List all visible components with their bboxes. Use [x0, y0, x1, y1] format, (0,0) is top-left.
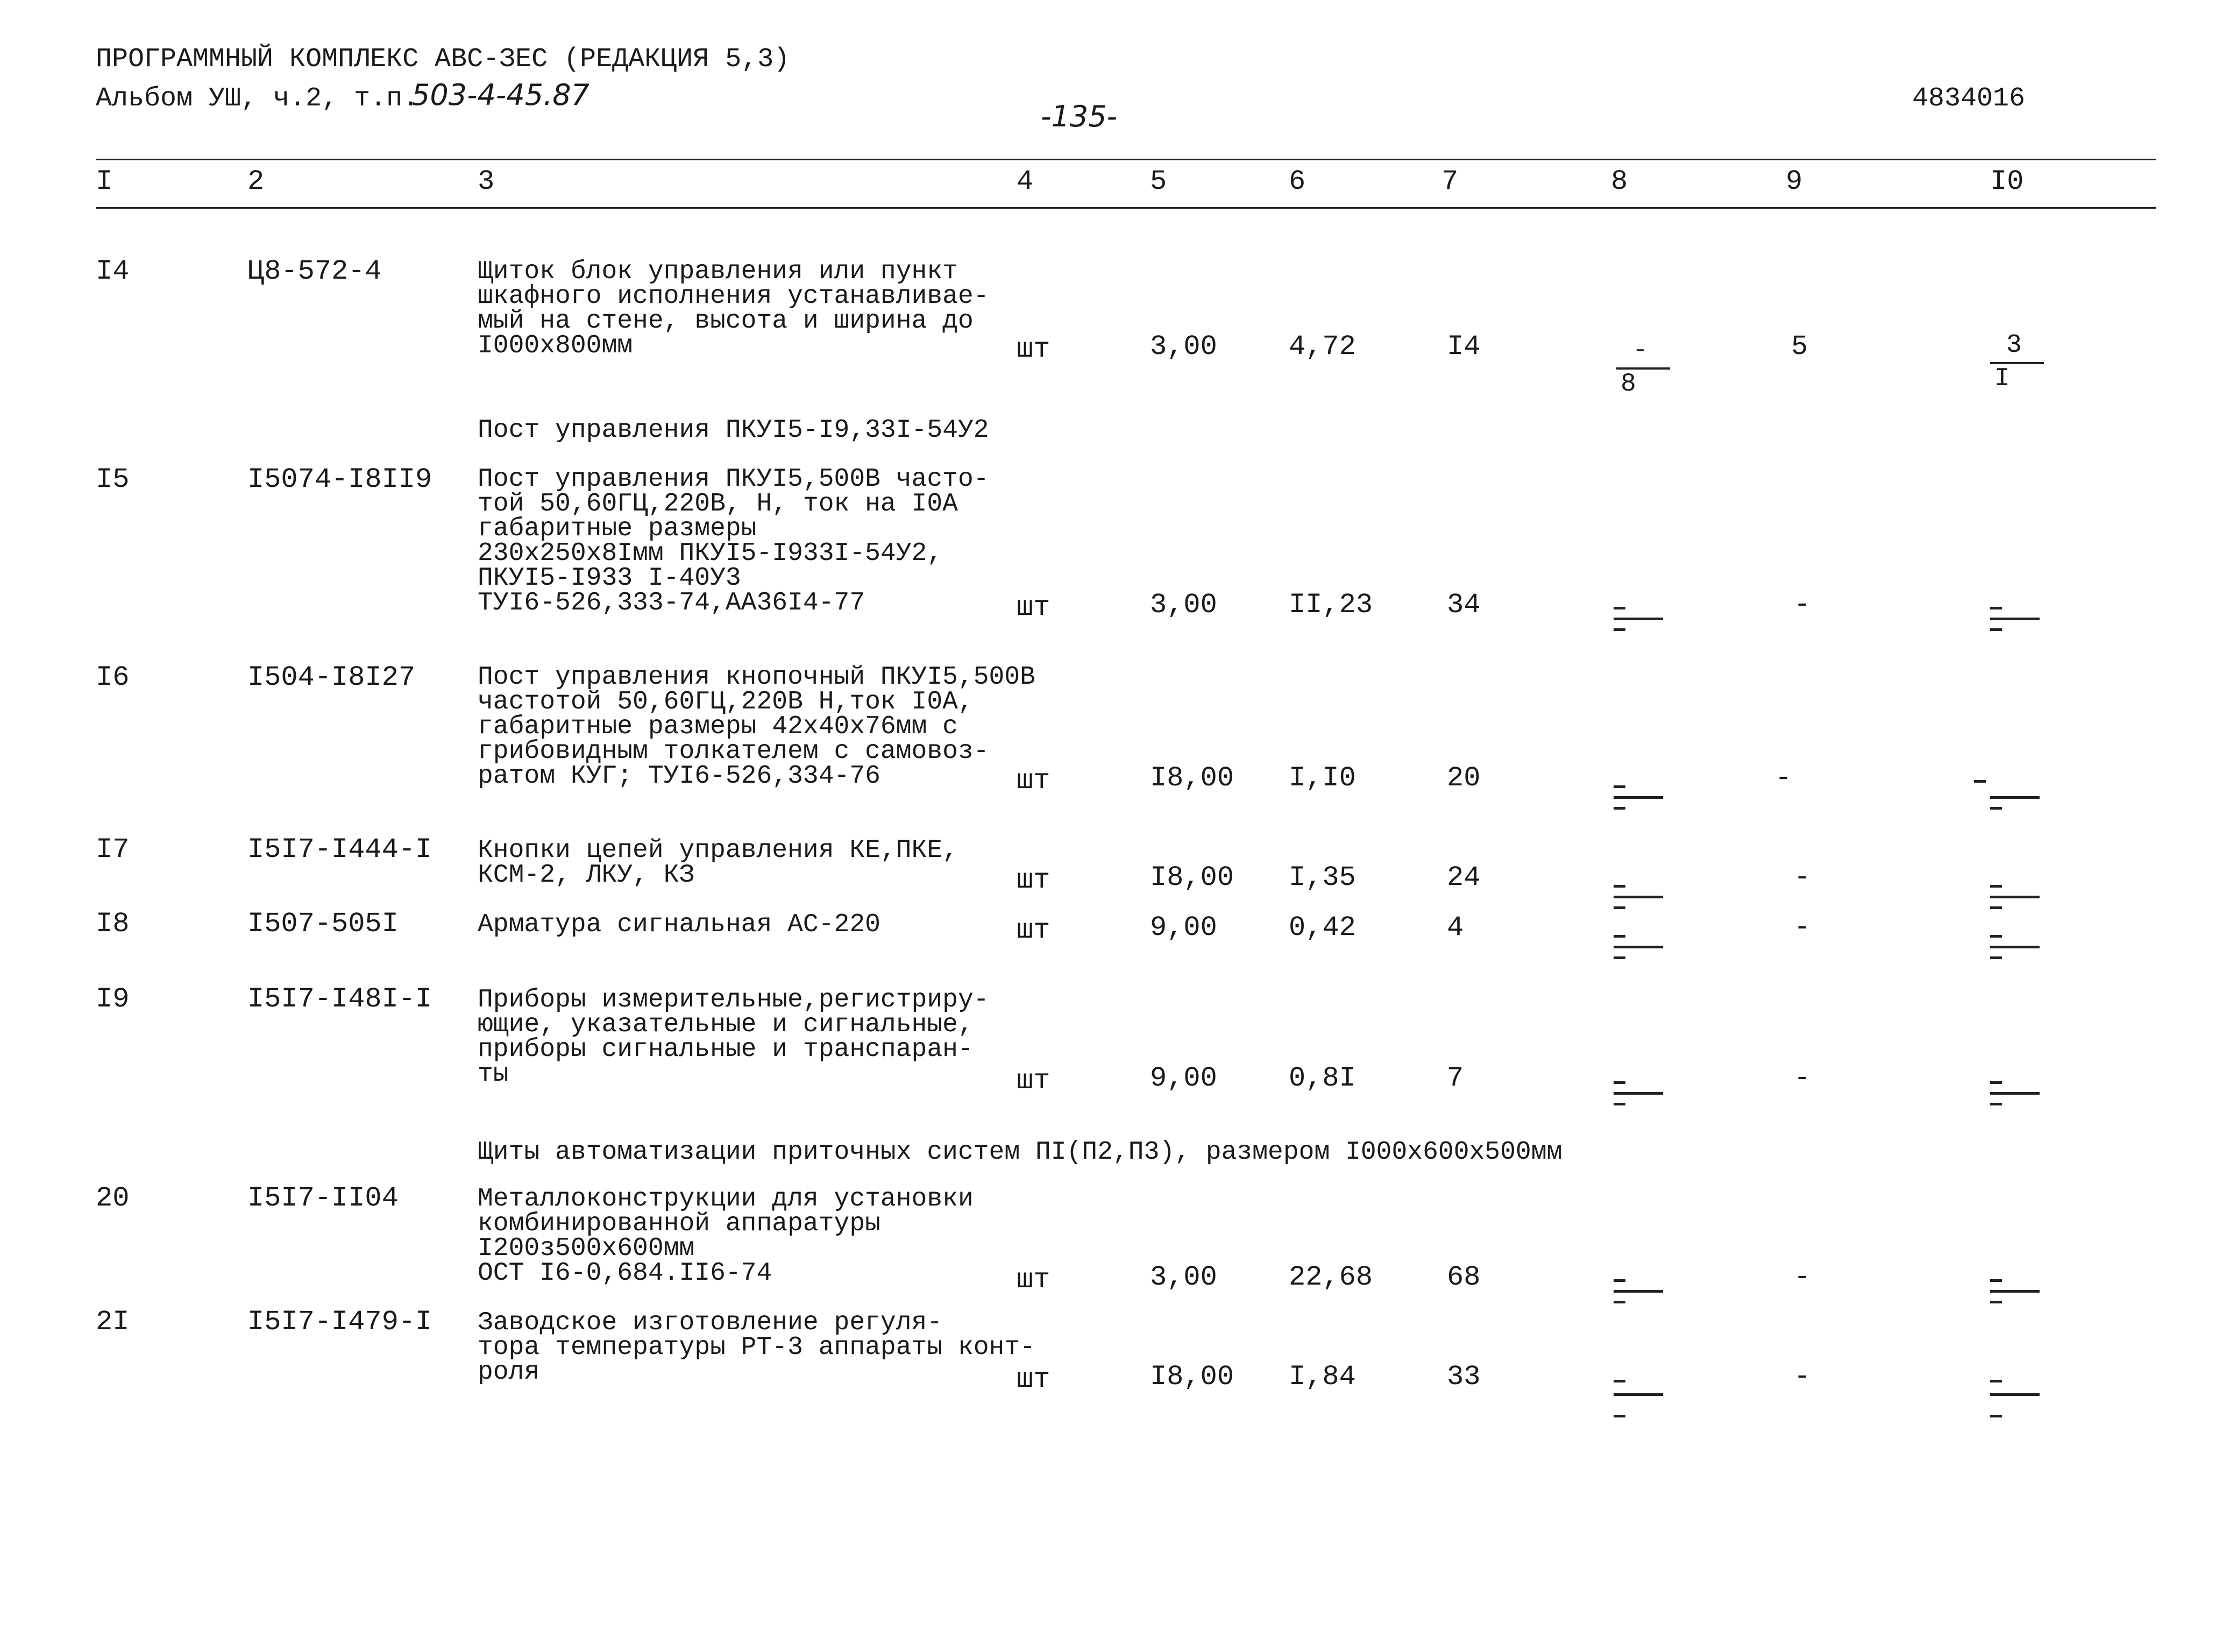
value-col7: 4 [1447, 912, 1464, 944]
value-col7: 7 [1447, 1062, 1464, 1094]
fraction-col8: - 8 [1616, 336, 1670, 395]
item-code: I5074-I8II9 [247, 464, 432, 495]
value-col7: 34 [1447, 589, 1481, 621]
qty-col5: I8,00 [1150, 862, 1234, 894]
item-description: Арматура сигнальная АС-220 [478, 910, 880, 939]
unit: шт [1017, 765, 1050, 797]
value-col7: 24 [1447, 862, 1481, 894]
item-code: I5I7-I48I-I [247, 983, 432, 1015]
document-code: 4834016 [1912, 83, 2026, 114]
unit: шт [1017, 1264, 1050, 1296]
value-col7: 68 [1447, 1261, 1481, 1293]
value-col6: I,I0 [1289, 762, 1356, 794]
value-col9: - [1794, 1062, 1811, 1094]
unit: шт [1017, 1364, 1050, 1395]
program-title: ПРОГРАММНЫЙ КОМПЛЕКС АВС-ЗЕС (РЕДАКЦИЯ 5,3) [96, 44, 790, 75]
col-header-5: 5 [1150, 166, 1167, 197]
row-number: 20 [96, 1182, 130, 1214]
value-col9: - [1775, 762, 1792, 794]
col-header-8: 8 [1611, 166, 1628, 197]
col-header-3: 3 [478, 166, 495, 197]
value-col6: 4,72 [1289, 331, 1356, 363]
unit: шт [1017, 864, 1050, 896]
unit: шт [1017, 1065, 1050, 1097]
row-number: I8 [96, 908, 130, 940]
value-col6: 0,8I [1289, 1062, 1356, 1094]
item-description: Пост управления ПКУI5,500В часто- той 50,60ГЦ,220В, Н, ток на I0А габаритные размеры 230х250х8Iмм ПКУI5-I933I-54У2, ПКУI5-I933 I-40У3 ТУI6-526,333-74,АА36I4-77 [478, 465, 989, 618]
album-reference: Альбом УШ, ч.2, т.п. [96, 83, 419, 114]
item-description: Щиток блок управления или пункт шкафного исполнения устанавливае- мый на стене, высота и ширина до I000х800мм [478, 257, 989, 360]
value-col7: I4 [1447, 331, 1481, 363]
qty-col5: 9,00 [1150, 912, 1217, 944]
row-number: I5 [96, 464, 130, 495]
qty-col5: 3,00 [1150, 1261, 1217, 1293]
value-col7: 20 [1447, 762, 1481, 794]
item-description: Металлоконструкции для установки комбинированной аппаратуры I200з500х600мм ОСТ I6-0,684.II6-74 [478, 1185, 974, 1288]
col-header-7: 7 [1441, 166, 1459, 197]
col-header-6: 6 [1289, 166, 1306, 197]
value-col9: - [1794, 589, 1811, 621]
qty-col5: 3,00 [1150, 331, 1217, 363]
value-col6: II,23 [1289, 589, 1373, 621]
unit: шт [1017, 334, 1050, 365]
qty-col5: I8,00 [1150, 1361, 1234, 1393]
section-heading: Пост управления ПКУI5-I9,33I-54У2 [478, 416, 989, 445]
item-description: Пост управления кнопочный ПКУI5,500В частотой 50,60ГЦ,220В Н,ток I0А, габаритные размеры 42х40х76мм с грибовидным толкателем с самовоз- ратом КУГ; ТУI6-526,334-76 [478, 663, 1035, 791]
item-description: Приборы измерительные,регистриру- ющие, указательные и сигнальные, приборы сигнальные и транспаран- ты [478, 985, 989, 1089]
col-header-10: I0 [1990, 166, 2024, 197]
item-code: Ц8-572-4 [247, 256, 382, 287]
col-header-2: 2 [247, 166, 265, 197]
item-code: I507-505I [247, 908, 399, 940]
unit: шт [1017, 592, 1050, 623]
col-header-4: 4 [1017, 166, 1034, 197]
qty-col5: 9,00 [1150, 1062, 1217, 1094]
value-col7: 33 [1447, 1361, 1481, 1393]
header-top-rule [96, 159, 2156, 160]
value-col9: 5 [1791, 331, 1808, 363]
value-col6: 0,42 [1289, 912, 1356, 944]
row-number: 2I [96, 1306, 130, 1338]
section-heading: Щиты автоматизации приточных систем ПI(П2,П3), размером I000х600х500мм [478, 1138, 1563, 1167]
value-col9: - [1794, 1261, 1811, 1293]
value-col9: - [1794, 862, 1811, 894]
col-header-9: 9 [1786, 166, 1803, 197]
project-number-handwritten: 503-4-45.87 [411, 78, 590, 112]
col-header-1: I [96, 166, 113, 197]
value-col9: - [1794, 1361, 1811, 1393]
unit: шт [1017, 914, 1050, 946]
qty-col5: I8,00 [1150, 762, 1234, 794]
item-description: Заводское изготовление регуля- тора температуры РТ-3 аппараты конт- роля [478, 1308, 1035, 1387]
fraction-col10: 3 I [1990, 331, 2044, 390]
item-code: I504-I8I27 [247, 662, 416, 693]
value-col9: - [1794, 912, 1811, 944]
row-number: I9 [96, 983, 130, 1015]
row-number: I4 [96, 256, 130, 287]
row-number: I7 [96, 834, 130, 866]
header-bottom-rule [96, 207, 2156, 209]
item-code: I5I7-I479-I [247, 1306, 432, 1338]
page-number: -135- [1041, 100, 1118, 133]
item-code: I5I7-II04 [247, 1182, 399, 1214]
item-description: Кнопки цепей управления КЕ,ПКЕ, КСМ-2, ЛКУ, КЗ [478, 836, 958, 890]
item-code: I5I7-I444-I [247, 834, 432, 866]
value-col6: I,84 [1289, 1361, 1356, 1393]
row-number: I6 [96, 662, 130, 693]
value-col6: 22,68 [1289, 1261, 1373, 1293]
value-col6: I,35 [1289, 862, 1356, 894]
qty-col5: 3,00 [1150, 589, 1217, 621]
